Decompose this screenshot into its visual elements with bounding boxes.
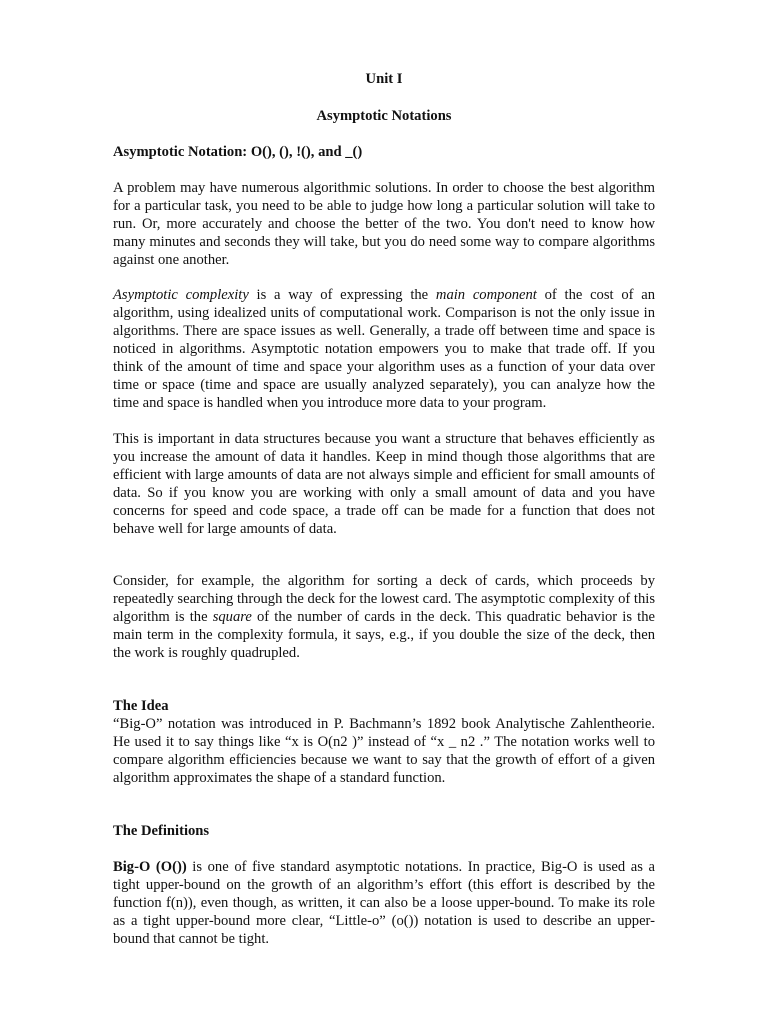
term-main-component: main component [435,287,537,303]
paragraph-data-structures [113,430,655,538]
section-title: Asymptotic Notations [316,108,452,124]
paragraph-intro [113,179,655,269]
paragraph-deck-example-text [113,572,655,662]
paragraph-asymptotic-complexity-text [113,286,655,412]
paragraph-asymptotic-complexity [113,286,655,412]
text-segment: is one of five standard asymptotic notations. In practice, Big-O is used as a tight upper-bound on the growth of an algorithm’s effort (this effort is described by the function f(n)), even though, as written, it can also be a loose upper-bound. To make its role as a tight upper-bound more clear, “Little-o” (o()) notation is used to describe an upper-bound that cannot be tight. [113,859,655,947]
paragraph-data-structures-text: This is important in data structures because you want a structure that behaves efficiently as you increase the amount of data it handles. Keep in mind though those algorithms that are efficient with large amounts of data are not always simple and efficient for small amounts of data. So if you know you are working with only a small amount of data and you have concerns for speed and code space, a trade off can be made for a function that does not behave well for large amounts of data. [113,431,655,537]
idea-heading: The Idea [113,698,169,714]
notation-heading: Asymptotic Notation: O(), (), !(), and _() [113,144,363,160]
paragraph-big-o [113,858,655,948]
text-segment: Consider, for example, the algorithm for sorting a deck of cards, which proceeds by repeatedly searching through the deck for the lowest card. The asymptotic complexity of this algorithm is the [113,573,655,625]
term-square: square [212,609,252,625]
unit-title: Unit I [365,71,403,87]
text-segment: of the cost of an algorithm, using idealized units of computational work. Comparison is not the only issue in algorithms. There are space issues as well. Generally, a trade off between time and space is noticed in algorithms. Asymptotic notation empowers you to make that trade off. If you think of the amount of time and space your algorithm uses as a function of your data over time or space (time and space are usually analyzed separately), you can analyze how the time and space is handled when you introduce more data to your program. [113,287,655,411]
paragraph-idea [113,715,655,787]
paragraph-deck-example [113,572,655,662]
term-big-o: Big-O (O()) [113,859,187,875]
term-asymptotic-complexity: Asymptotic complexity [113,287,249,303]
text-segment: is a way of expressing the [248,287,436,303]
paragraph-intro-text: A problem may have numerous algorithmic solutions. In order to choose the best algorithm for a particular task, you need to be able to judge how long a particular solution will take to run. Or, more accurately and choose the better of the two. You don't need to know how many minutes and seconds they will take, but you do need some way to compare algorithms against one another. [113,180,655,268]
definitions-heading: The Definitions [113,823,210,839]
paragraph-big-o-text [113,858,655,948]
paragraph-idea-text: “Big-O” notation was introduced in P. Bachmann’s 1892 book Analytische Zahlentheorie. He used it to say things like “x is O(n2 )” instead of “x _ n2 .” The notation works well to compare algorithm efficiencies because we want to say that the growth of effort of a given algorithm approximates the shape of a standard function. [113,716,655,786]
text-segment: of the number of cards in the deck. This quadratic behavior is the main term in the complexity formula, it says, e.g., if you double the size of the deck, then the work is roughly quadrupled. [113,609,655,661]
